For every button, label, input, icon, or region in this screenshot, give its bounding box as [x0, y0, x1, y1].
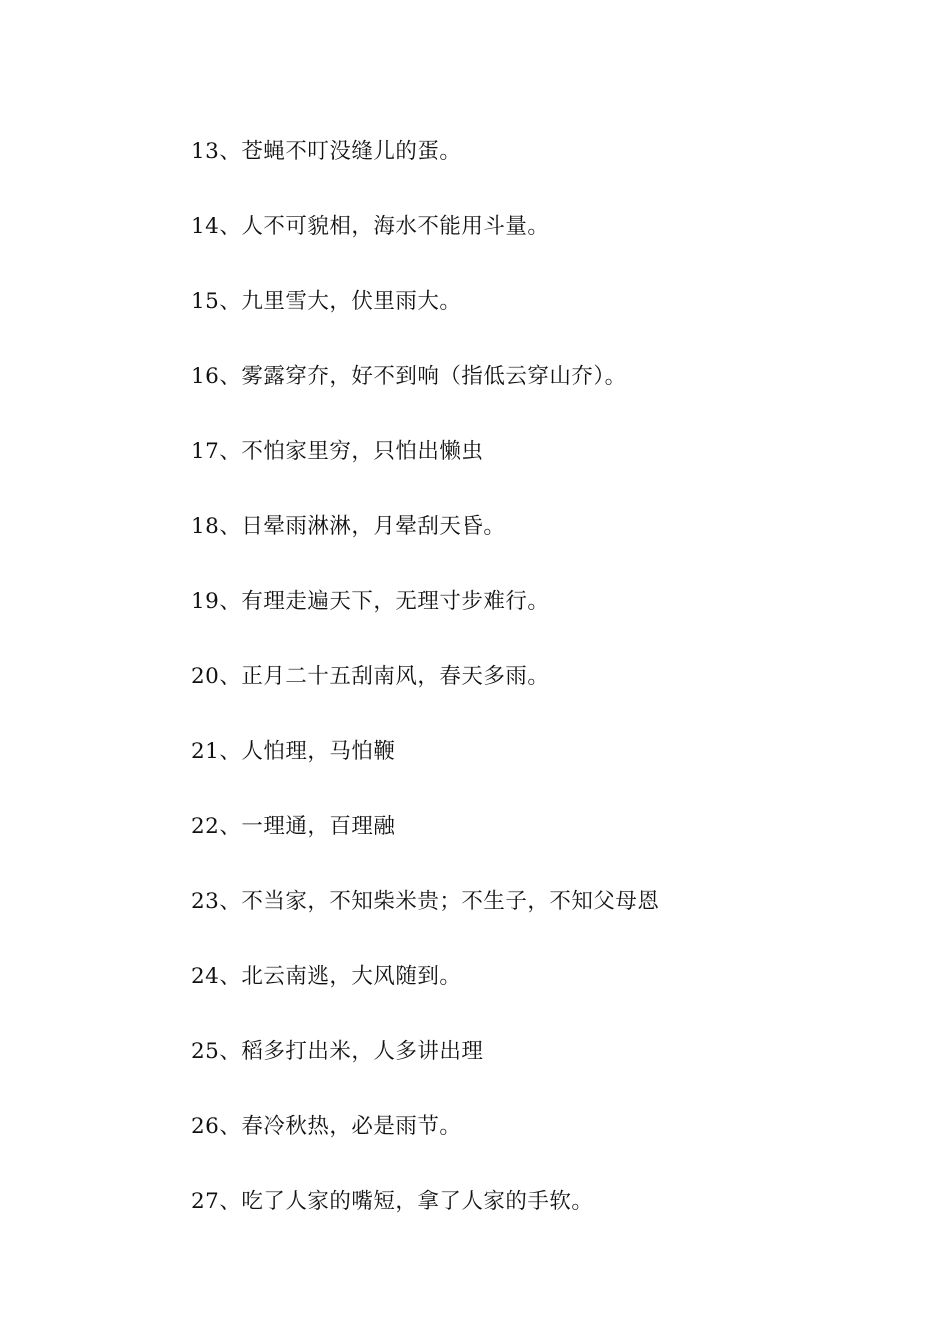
proverb-line-26: 26、春冷秋热，必是雨节。: [191, 1114, 462, 1139]
proverb-line-22: 22、一理通，百理融: [191, 814, 396, 839]
proverb-line-19: 19、有理走遍天下，无理寸步难行。: [191, 589, 550, 614]
proverb-line-25: 25、稻多打出米，人多讲出理: [191, 1039, 484, 1064]
proverb-line-17: 17、不怕家里穷，只怕出懒虫: [191, 439, 484, 464]
proverb-line-23: 23、不当家，不知柴米贵；不生子，不知父母恩: [191, 889, 660, 914]
proverb-list: [191, 134, 659, 1259]
proverb-line-15: 15、九里雪大，伏里雨大。: [191, 289, 462, 314]
proverb-line-13: 13、苍蝇不叮没缝儿的蛋。: [191, 139, 462, 164]
proverb-line-14: 14、人不可貌相，海水不能用斗量。: [191, 214, 550, 239]
proverb-line-21: 21、人怕理，马怕鞭: [191, 739, 396, 764]
proverb-line-18: 18、日晕雨淋淋，月晕刮天昏。: [191, 514, 506, 539]
proverb-line-27: 27、吃了人家的嘴短，拿了人家的手软。: [191, 1189, 594, 1214]
proverb-line-20: 20、正月二十五刮南风，春天多雨。: [191, 664, 550, 689]
proverb-line-24: 24、北云南逃，大风随到。: [191, 964, 462, 989]
proverb-line-16: 16、雾露穿夰，好不到响（指低云穿山夰）。: [191, 364, 627, 389]
